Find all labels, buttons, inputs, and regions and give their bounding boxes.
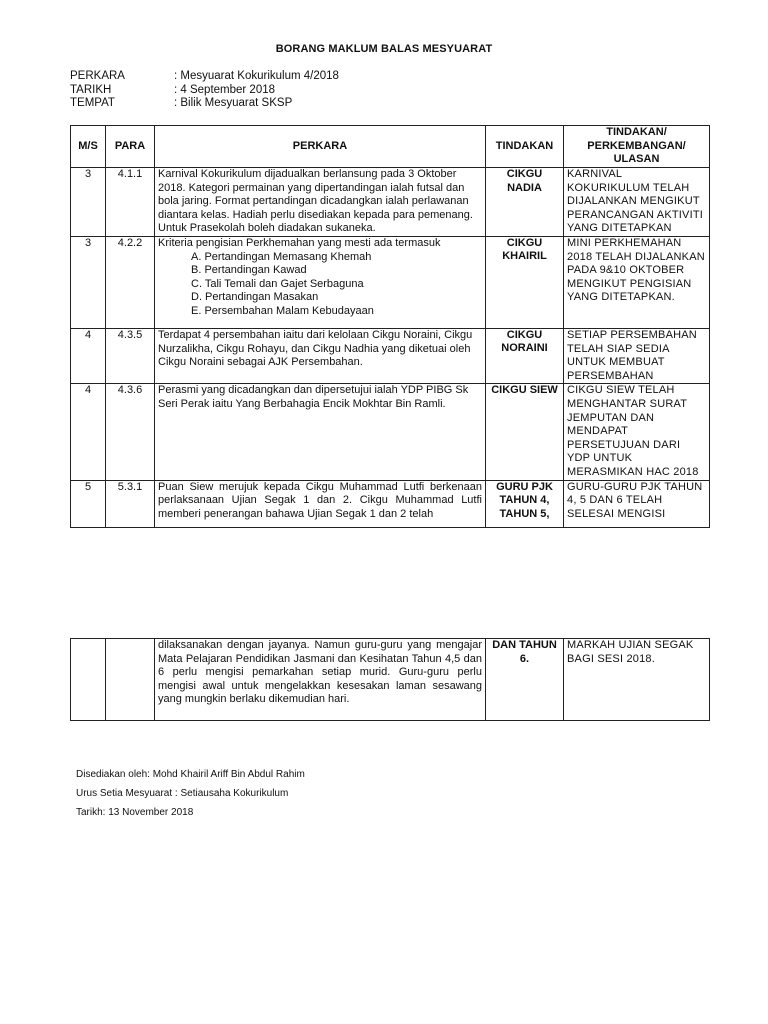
meta-value: : Bilik Mesyuarat SKSP	[174, 97, 293, 109]
document-footer	[76, 765, 305, 822]
table-row	[71, 639, 710, 721]
cell-ms: 4	[71, 328, 106, 383]
cell-para: 4.3.5	[106, 328, 155, 383]
meta-value: : 4 September 2018	[174, 83, 276, 96]
cell-ms: 3	[71, 236, 106, 328]
cell-perkara: dilaksanakan dengan jayanya. Namun guru-guru yang mengajar Mata Pelajaran Pendidikan Jasmani dan Kesihatan Tahun 4,5 dan 6 perlu mengisi pemarkahan setiap murid. Guru-guru perlu mengisi awal untuk mengelakkan kesesakan laman sesawang yang mungkin berlaku dikemudian hari.	[155, 639, 486, 721]
meeting-info	[70, 70, 339, 111]
cell-ulasan: GURU-GURU PJK TAHUN 4, 5 DAN 6 TELAH SELESAI MENGISI	[564, 480, 710, 527]
prepared-by: Disediakan oleh: Mohd Khairil Ariff Bin Abdul Rahim	[76, 769, 305, 780]
cell-tindakan: CIKGU KHAIRIL	[486, 236, 564, 328]
meeting-secretary: Urus Setia Mesyuarat : Setiausaha Kokurikulum	[76, 788, 289, 799]
cell-para	[106, 639, 155, 721]
cell-perkara	[155, 236, 486, 328]
meta-row-tarikh	[70, 84, 339, 98]
cell-tindakan: CIKGU NORAINI	[486, 328, 564, 383]
table-header-row	[71, 126, 710, 168]
cell-perkara: Terdapat 4 persembahan iaitu dari kelolaan Cikgu Noraini, Cikgu Nurzalikha, Cikgu Rohayu, dan Cikgu Nadhia yang diketuai oleh Cikgu Noraini sebagai AJK Persembahan.	[155, 328, 486, 383]
cell-perkara: Karnival Kokurikulum dijadualkan berlansung pada 3 Oktober 2018. Kategori permainan yang dipertandingan ialah futsal dan bola jaring. Format pertandingan dicadangkan ialah perlawanan diantara kelas. Hadiah perlu disediakan kepada para pemenang. Untuk Prasekolah boleh diadakan sukaneka.	[155, 168, 486, 237]
header-ulasan: TINDAKAN/ PERKEMBANGAN/ ULASAN	[564, 126, 710, 168]
header-tindakan: TINDAKAN	[486, 126, 564, 168]
list-item: C. Tali Temali dan Gajet Serbaguna	[191, 277, 364, 290]
cell-ulasan: MINI PERKHEMAHAN 2018 TELAH DIJALANKAN PADA 9&10 OKTOBER MENGIKUT PENGISIAN YANG DITETAPKAN.	[564, 236, 710, 328]
cell-ms: 5	[71, 480, 106, 527]
cell-ulasan: CIKGU SIEW TELAH MENGHANTAR SURAT JEMPUTAN DAN MENDAPAT PERSETUJUAN DARI YDP UNTUK MERASMIKAN HAC 2018	[564, 384, 710, 480]
list-item: A. Pertandingan Memasang Khemah	[191, 250, 372, 263]
meta-label: PERKARA	[70, 70, 125, 82]
meta-row-perkara	[70, 70, 339, 84]
cell-para: 4.1.1	[106, 168, 155, 237]
table-row	[71, 328, 710, 383]
list-item: E. Persembahan Malam Kebudayaan	[191, 304, 374, 317]
meta-row-tempat	[70, 97, 339, 111]
cell-tindakan: GURU PJK TAHUN 4, TAHUN 5,	[486, 480, 564, 527]
cell-para: 5.3.1	[106, 480, 155, 527]
cell-para: 4.3.6	[106, 384, 155, 480]
cell-ms: 3	[71, 168, 106, 237]
cell-tindakan: CIKGU NADIA	[486, 168, 564, 237]
meta-value: : Mesyuarat Kokurikulum 4/2018	[174, 70, 339, 82]
cell-perkara: Puan Siew merujuk kepada Cikgu Muhammad Lutfi berkenaan perlaksanaan Ujian Segak 1 dan 2. Cikgu Muhammad Lutfi memberi penerangan bahawa Ujian Segak 1 dan 2 telah	[155, 480, 486, 527]
document-title: BORANG MAKLUM BALAS MESYUARAT	[275, 43, 493, 55]
cell-ms: 4	[71, 384, 106, 480]
list-item: D. Pertandingan Masakan	[191, 291, 319, 304]
list-item: B. Pertandingan Kawad	[191, 264, 307, 277]
header-para: PARA	[106, 126, 155, 168]
meta-label: TEMPAT	[70, 97, 115, 109]
table-row	[71, 168, 710, 237]
cell-ulasan: SETIAP PERSEMBAHAN TELAH SIAP SEDIA UNTUK MEMBUAT PERSEMBAHAN	[564, 328, 710, 383]
header-perkara: PERKARA	[155, 126, 486, 168]
table-row	[71, 480, 710, 527]
cell-ulasan: KARNIVAL KOKURIKULUM TELAH DIJALANKAN MENGIKUT PERANCANGAN AKTIVITI YANG DITETAPKAN	[564, 168, 710, 237]
perkara-text: Kriteria pengisian Perkhemahan yang mesti ada termasuk	[158, 236, 441, 249]
cell-tindakan: CIKGU SIEW	[486, 384, 564, 480]
minutes-table	[70, 125, 710, 528]
footer-date: Tarikh: 13 November 2018	[76, 807, 194, 818]
cell-tindakan: DAN TAHUN 6.	[486, 639, 564, 721]
table-row	[71, 384, 710, 480]
cell-para: 4.2.2	[106, 236, 155, 328]
cell-ms	[71, 639, 106, 721]
header-ms: M/S	[71, 126, 106, 168]
cell-ulasan: MARKAH UJIAN SEGAK BAGI SESI 2018.	[564, 639, 710, 721]
cell-perkara: Perasmi yang dicadangkan dan dipersetujui ialah YDP PIBG Sk Seri Perak iaitu Yang Berbahagia Encik Mokhtar Bin Ramli.	[155, 384, 486, 480]
table-row	[71, 236, 710, 328]
meta-label: TARIKH	[70, 83, 112, 96]
minutes-table-continuation	[70, 638, 710, 721]
